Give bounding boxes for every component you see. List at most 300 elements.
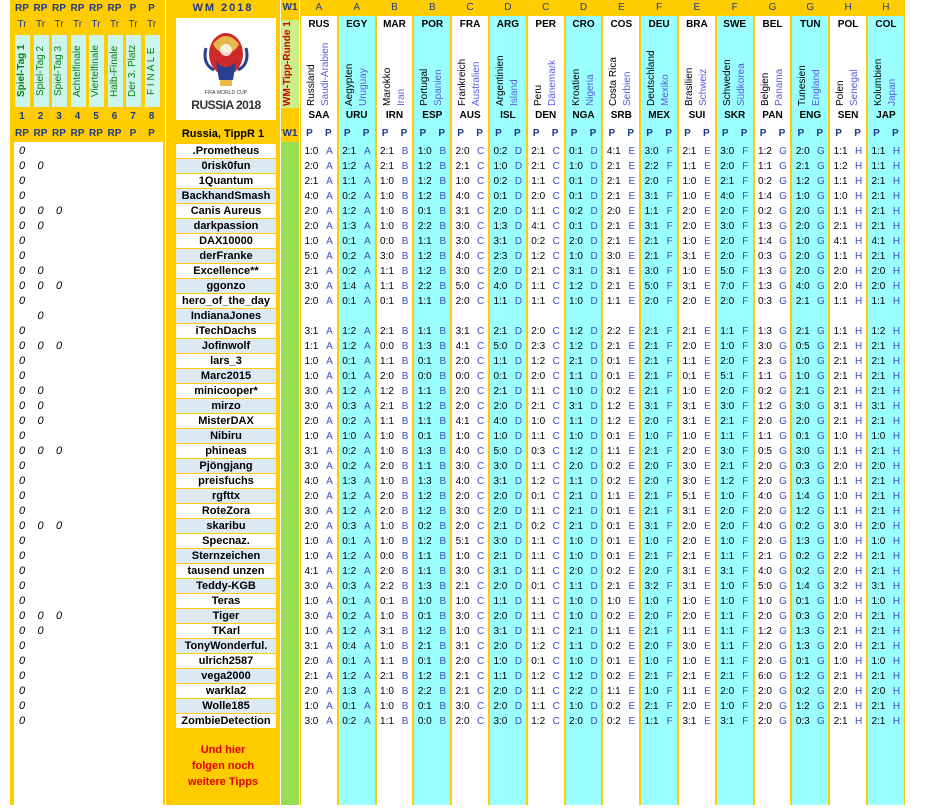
tip-group: F: [742, 326, 749, 337]
tip-group: E: [628, 236, 636, 247]
tip-score: 0:1: [682, 371, 697, 382]
tip-score: 0:1: [606, 551, 621, 562]
tip-score: 1:0: [380, 611, 394, 622]
tip-score: 1:3: [342, 476, 357, 487]
tip-group: F: [742, 191, 749, 202]
tip-score: 0:3: [795, 611, 810, 622]
tip-group: H: [855, 596, 863, 607]
player-name[interactable]: .Prometheus: [176, 144, 276, 158]
tip-score: 0:3: [795, 716, 810, 727]
player-name[interactable]: mirzo: [176, 399, 276, 413]
player-name[interactable]: TonyWonderful.: [176, 639, 276, 653]
tip-group: B: [439, 431, 447, 442]
tip-score: 0:2: [606, 461, 621, 472]
player-name[interactable]: 1Quantum: [176, 174, 276, 188]
tip-group: D: [590, 221, 598, 232]
tip-group: C: [477, 416, 485, 427]
tip-score: 1:0: [644, 686, 659, 697]
tip-group: G: [816, 596, 825, 607]
tip-score: 2:1: [644, 446, 659, 457]
player-name[interactable]: Nibiru: [176, 429, 276, 443]
player-name[interactable]: Teddy-KGB: [176, 579, 276, 593]
tip-score: 2:0: [455, 521, 470, 532]
tip-group: C: [552, 371, 560, 382]
home-team-code: EGY: [346, 19, 368, 30]
tip-group: D: [514, 611, 523, 622]
tip-score: 1:0: [380, 701, 394, 712]
tip-group: C: [477, 251, 485, 262]
tip-group: A: [363, 266, 371, 277]
tip-group: C: [552, 491, 560, 502]
tip-score: 2:0: [871, 521, 886, 532]
points-row: [14, 429, 163, 444]
tip-group: E: [628, 596, 636, 607]
tip-group: G: [816, 701, 825, 712]
tip-group: E: [704, 446, 711, 457]
player-name[interactable]: preisfuchs: [176, 474, 276, 488]
stage-points: 0: [55, 520, 63, 532]
tip-group: B: [401, 221, 409, 232]
tip-score: 3:1: [720, 566, 735, 577]
stage-points: 0: [18, 655, 26, 667]
match-group: C: [542, 2, 550, 13]
tip-score: 2:0: [758, 701, 772, 712]
player-name[interactable]: warkla2: [176, 684, 276, 698]
tip-group: E: [704, 386, 711, 397]
tip-group: B: [401, 206, 409, 217]
tip-group: H: [892, 371, 901, 382]
player-name[interactable]: vega2000: [176, 669, 276, 683]
player-name[interactable]: IndianaJones: [176, 309, 276, 323]
tip-group: G: [779, 191, 787, 202]
tip-score: 1:1: [417, 416, 432, 427]
points-row: [14, 519, 163, 534]
player-name[interactable]: Pjöngjang: [176, 459, 276, 473]
tip-score: 2:1: [720, 176, 735, 187]
tip-group: G: [779, 626, 787, 637]
tip-score: 2:1: [871, 611, 886, 622]
tip-group: H: [892, 551, 901, 562]
player-name[interactable]: Sternzeichen: [176, 549, 276, 563]
tip-group: A: [326, 641, 333, 652]
player-name[interactable]: minicooper*: [176, 384, 276, 398]
tip-group: H: [892, 581, 901, 592]
tip-score: 0:1: [606, 356, 621, 367]
tip-score: 3:0: [455, 236, 470, 247]
tip-group: A: [326, 671, 333, 682]
tip-score: 3:0: [380, 251, 394, 262]
tip-score: 1:2: [569, 341, 583, 352]
tip-score: 1:3: [758, 326, 772, 337]
tip-score: 2:0: [644, 296, 659, 307]
tip-group: H: [855, 161, 863, 172]
tip-group: H: [892, 491, 901, 502]
tip-group: B: [439, 416, 447, 427]
logo-line1: FIFA WORLD CUP: [204, 90, 248, 96]
tip-score: 2:0: [493, 266, 508, 277]
tip-score: 0:3: [758, 296, 772, 307]
tip-score: 3:0: [304, 401, 319, 412]
tip-score: 1:0: [644, 536, 659, 547]
tip-score: 1:0: [720, 701, 735, 712]
player-name[interactable]: Tiger: [176, 609, 276, 623]
tip-group: F: [742, 161, 749, 172]
tip-group: A: [363, 326, 371, 337]
tip-group: B: [439, 566, 447, 577]
tip-score: 3:0: [682, 476, 697, 487]
tip-group: C: [552, 431, 560, 442]
tip-group: H: [855, 491, 863, 502]
tip-group: C: [477, 491, 485, 502]
stage-points: 0: [18, 250, 26, 262]
tip-score: 2:0: [682, 446, 697, 457]
stage-label: Achtelfinale: [71, 45, 83, 97]
tip-group: D: [590, 416, 598, 427]
tip-group: D: [590, 686, 598, 697]
tip-group: H: [892, 566, 901, 577]
tip-group: G: [816, 221, 825, 232]
away-team-code: SEN: [837, 110, 859, 121]
tip-group: A: [326, 401, 333, 412]
tip-score: 2:1: [455, 161, 470, 172]
tip-group: D: [590, 656, 598, 667]
tip-score: 2:0: [304, 416, 319, 427]
tip-score: 1:1: [833, 251, 848, 262]
tip-group: H: [855, 611, 863, 622]
tip-score: 2:0: [758, 416, 772, 427]
player-name[interactable]: Marc2015: [176, 369, 276, 383]
tip-score: 1:2: [795, 671, 810, 682]
tip-score: 2:1: [531, 146, 546, 157]
tip-score: 1:1: [417, 551, 432, 562]
tip-score: 3:0: [720, 146, 735, 157]
tip-group: B: [439, 281, 447, 292]
tip-score: 1:3: [417, 581, 432, 592]
tip-group: B: [439, 701, 447, 712]
tip-group: F: [666, 146, 673, 157]
away-team-name: Nigeria: [584, 74, 596, 106]
tip-score: 1:2: [342, 161, 357, 172]
tip-group: H: [892, 341, 901, 352]
tip-score: 1:1: [833, 206, 848, 217]
tip-score: 0:1: [795, 596, 810, 607]
tip-group: E: [704, 356, 711, 367]
tip-group: H: [892, 386, 901, 397]
tip-score: 1:0: [682, 266, 697, 277]
tip-group: H: [892, 266, 901, 277]
tip-group: F: [666, 416, 673, 427]
player-name[interactable]: rgfttx: [176, 489, 276, 503]
tip-score: 1:0: [380, 446, 394, 457]
points-row: [14, 354, 163, 369]
tip-score: 4:1: [531, 221, 546, 232]
tip-score: 1:0: [833, 596, 848, 607]
tip-group: E: [704, 326, 711, 337]
tip-group: G: [816, 716, 825, 727]
stage-points: 0: [18, 280, 26, 292]
tip-group: B: [401, 596, 409, 607]
tip-score: 2:3: [531, 341, 546, 352]
stage-number: 8: [148, 111, 155, 122]
tip-group: B: [439, 356, 447, 367]
tip-score: 1:1: [569, 371, 583, 382]
points-row: [14, 204, 163, 219]
tip-score: 2:0: [380, 371, 394, 382]
tip-score: 2:0: [531, 371, 546, 382]
tip-group: G: [816, 341, 825, 352]
tip-header: P: [343, 128, 351, 139]
tip-group: C: [477, 401, 485, 412]
player-name[interactable]: phineas: [176, 444, 276, 458]
tip-group: E: [628, 446, 636, 457]
tip-score: 1:3: [417, 341, 432, 352]
tip-group: A: [363, 686, 371, 697]
tip-group: B: [401, 626, 409, 637]
player-name[interactable]: ggonzo: [176, 279, 276, 293]
tip-group: C: [477, 146, 485, 157]
tip-score: 1:2: [569, 446, 583, 457]
tip-score: 3:0: [795, 401, 810, 412]
player-name[interactable]: derFranke: [176, 249, 276, 263]
tip-group: B: [439, 581, 447, 592]
player-name[interactable]: RoteZora: [176, 504, 276, 518]
player-name[interactable]: skaribu: [176, 519, 276, 533]
tip-score: 3:0: [304, 716, 319, 727]
tip-score: 0:2: [493, 146, 508, 157]
tip-group: F: [742, 611, 749, 622]
match-group: B: [428, 2, 436, 13]
tip-group: D: [590, 266, 598, 277]
tip-group: B: [439, 641, 447, 652]
player-name[interactable]: Teras: [176, 594, 276, 608]
tip-score: 1:0: [380, 686, 394, 697]
tip-score: 0:2: [795, 521, 810, 532]
player-name[interactable]: lars_3: [176, 354, 276, 368]
player-name[interactable]: 0risk0fun: [176, 159, 276, 173]
tip-score: 1:1: [531, 686, 546, 697]
tip-group: C: [477, 386, 485, 397]
tip-score: 1:1: [417, 566, 432, 577]
tip-score: 1:0: [644, 596, 659, 607]
tip-group: A: [326, 341, 333, 352]
left-head-tr: Tr: [54, 19, 64, 30]
tip-group: F: [666, 701, 673, 712]
tip-score: 1:2: [417, 401, 432, 412]
tip-group: G: [779, 146, 787, 157]
tip-group: A: [363, 221, 371, 232]
away-team-name: Serbien: [622, 71, 634, 106]
tip-group: H: [892, 641, 901, 652]
tip-group: B: [439, 176, 447, 187]
tip-score: 0:1: [417, 611, 432, 622]
tip-score: 1:0: [304, 626, 319, 637]
stage-number: 2: [37, 111, 44, 122]
tip-score: 2:0: [569, 566, 583, 577]
tip-score: 0:0: [380, 551, 394, 562]
tip-group: F: [742, 536, 749, 547]
tip-score: 1:0: [455, 626, 470, 637]
tip-score: 4:0: [720, 191, 735, 202]
tip-group: B: [401, 326, 409, 337]
tip-group: G: [816, 536, 825, 547]
tip-group: F: [742, 401, 749, 412]
tip-group: A: [326, 491, 333, 502]
tip-score: 1:2: [606, 401, 621, 412]
left-head-rp: RP: [33, 3, 48, 14]
tip-score: 0:0: [417, 371, 432, 382]
points-row: [14, 324, 163, 339]
tip-score: 3:1: [644, 221, 659, 232]
tip-score: 2:1: [720, 461, 735, 472]
tip-group: H: [892, 206, 901, 217]
tip-header-sep: P: [476, 128, 483, 139]
tip-group: G: [779, 326, 787, 337]
tip-score: 4:0: [493, 416, 508, 427]
stage-points: 0: [18, 460, 26, 472]
player-name[interactable]: iTechDachs: [176, 324, 276, 338]
away-team-code: NGA: [572, 110, 595, 121]
player-name[interactable]: ZombieDetection: [176, 714, 276, 728]
player-name[interactable]: MisterDAX: [176, 414, 276, 428]
tip-group: E: [704, 491, 711, 502]
tip-group: F: [666, 536, 673, 547]
player-name[interactable]: Specnaz.: [176, 534, 276, 548]
tip-group: D: [514, 671, 523, 682]
tip-group: E: [704, 686, 711, 697]
tip-score: 1:1: [531, 506, 546, 517]
tip-group: E: [704, 656, 711, 667]
tip-score: 2:0: [380, 461, 394, 472]
tip-score: 2:0: [720, 161, 735, 172]
tip-score: 3:1: [682, 566, 697, 577]
player-name[interactable]: ulrich2587: [176, 654, 276, 668]
tip-score: 2:1: [871, 671, 886, 682]
tip-group: G: [779, 431, 787, 442]
tip-score: 3:1: [682, 416, 697, 427]
tip-group: C: [477, 446, 485, 457]
tip-group: A: [363, 401, 371, 412]
stage-number: 7: [130, 111, 136, 122]
tip-score: 2:0: [795, 251, 810, 262]
tip-group: A: [326, 566, 333, 577]
tip-score: 2:1: [493, 386, 508, 397]
tip-group: G: [779, 176, 787, 187]
tip-group: E: [704, 191, 711, 202]
stage-label: Spiel-Tag 1: [16, 44, 27, 98]
tip-score: 2:0: [682, 221, 697, 232]
tip-group: E: [704, 281, 711, 292]
tip-score: 0:1: [417, 206, 432, 217]
tip-score: 0:1: [606, 656, 621, 667]
tip-score: 1:0: [795, 236, 810, 247]
stage-points: 0: [37, 160, 44, 172]
player-name[interactable]: hero_of_the_day: [176, 294, 276, 308]
tip-score: 0:2: [606, 701, 621, 712]
tip-score: 2:0: [493, 206, 508, 217]
tip-group: B: [439, 491, 447, 502]
tip-group: F: [666, 596, 673, 607]
tip-score: 2:1: [342, 146, 357, 157]
tip-group: B: [401, 176, 409, 187]
tip-group: C: [477, 656, 485, 667]
tip-group: H: [855, 626, 863, 637]
tip-score: 2:1: [871, 641, 886, 652]
tip-group: E: [704, 671, 711, 682]
tip-group: G: [779, 251, 787, 262]
tip-group: E: [704, 221, 711, 232]
tip-group: G: [816, 191, 825, 202]
tip-score: 2:1: [644, 671, 659, 682]
tip-group: D: [590, 641, 598, 652]
player-name[interactable]: Jofinwolf: [176, 339, 276, 353]
stage-points: 0: [37, 445, 44, 457]
match-group: A: [315, 2, 323, 13]
tip-score: 2:0: [720, 206, 735, 217]
tip-group: G: [779, 641, 787, 652]
tip-score: 1:1: [606, 446, 621, 457]
player-name[interactable]: Wolle185: [176, 699, 276, 713]
tip-score: 1:1: [531, 461, 546, 472]
home-team-name: Frankreich: [457, 58, 469, 106]
player-name[interactable]: darkpassion: [176, 219, 276, 233]
tip-score: 2:1: [644, 506, 659, 517]
left-head-rp: RP: [15, 3, 29, 14]
tip-score: 1:0: [304, 431, 319, 442]
player-name[interactable]: DAX10000: [176, 234, 276, 248]
player-name[interactable]: Canis Aureus: [176, 204, 276, 218]
tip-group: B: [401, 611, 409, 622]
tip-group: A: [363, 476, 371, 487]
tip-score: 4:1: [455, 416, 470, 427]
tip-group: C: [552, 626, 560, 637]
tip-group: D: [514, 266, 523, 277]
tip-score: 2:1: [833, 671, 848, 682]
tip-score: 2:1: [606, 236, 621, 247]
tip-group: F: [742, 701, 749, 712]
tip-group: F: [666, 206, 673, 217]
player-name[interactable]: TKarl: [176, 624, 276, 638]
tip-group: A: [326, 596, 333, 607]
tip-score: 3:1: [644, 401, 659, 412]
player-name[interactable]: Excellence**: [176, 264, 276, 278]
tip-score: 1:1: [833, 476, 848, 487]
points-row: [14, 489, 163, 504]
tip-score: 2:1: [795, 161, 810, 172]
tip-group: D: [514, 506, 523, 517]
tip-score: 2:1: [871, 476, 886, 487]
tip-group: C: [552, 596, 560, 607]
tip-group: E: [628, 281, 636, 292]
tip-score: 2:1: [644, 356, 659, 367]
tip-score: 2:0: [720, 521, 735, 532]
tip-group: C: [552, 686, 560, 697]
tip-score: 4:0: [795, 281, 810, 292]
player-name[interactable]: BackhandSmash: [176, 189, 276, 203]
tip-score: 3:1: [304, 446, 319, 457]
tip-group: C: [552, 206, 560, 217]
tip-group: A: [363, 416, 371, 427]
tip-score: 2:0: [682, 521, 697, 532]
home-team-code: CRO: [572, 19, 595, 30]
player-name[interactable]: tausend unzen: [176, 564, 276, 578]
tip-score: 2:1: [795, 296, 810, 307]
tip-score: 0:1: [606, 431, 621, 442]
tip-group: A: [326, 701, 333, 712]
tip-header: P: [608, 128, 616, 139]
tip-group: C: [477, 221, 485, 232]
tip-score: 1:2: [342, 566, 357, 577]
tip-group: A: [326, 461, 333, 472]
